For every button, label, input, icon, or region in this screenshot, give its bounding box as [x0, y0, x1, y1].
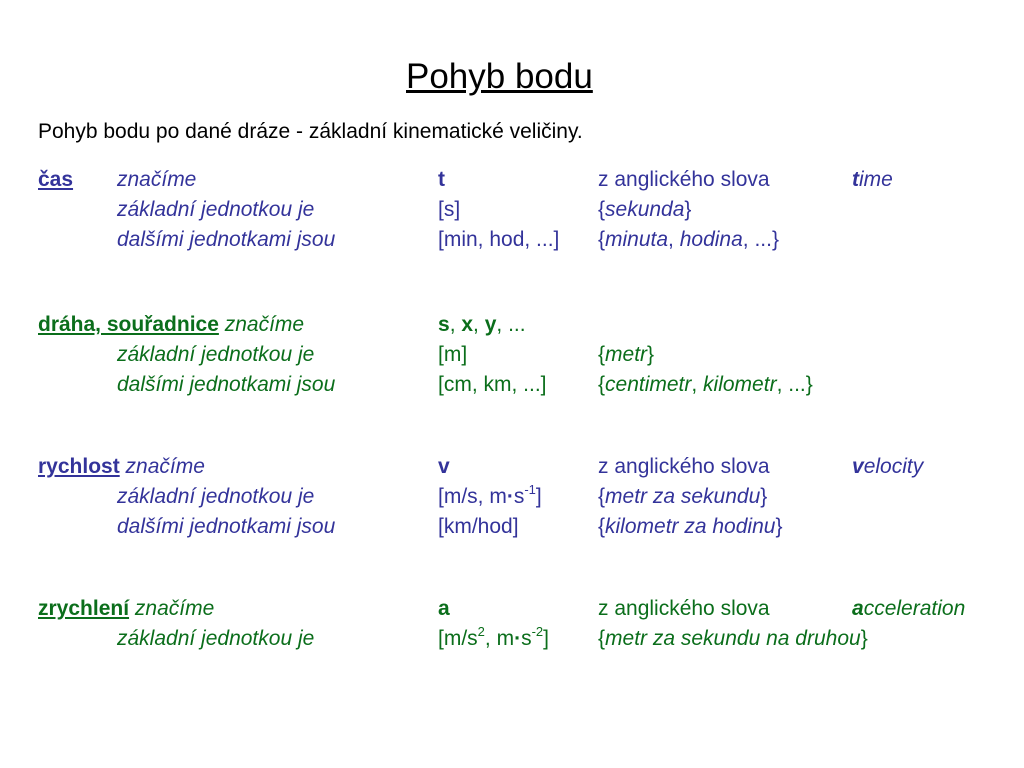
- draha-znacime-label: značíme: [224, 313, 305, 336]
- cas-english-label: z anglického slova: [598, 168, 770, 191]
- draha-other-units: [cm, km, ...]: [438, 373, 547, 396]
- draha-unit-label: základní jednotkou je: [117, 343, 315, 366]
- zrychleni-unit: [$m/s^2$, $m\cdot s^{-2}$]: [438, 624, 549, 650]
- cas-other-units: [min, hod, ...]: [438, 228, 560, 251]
- term-draha: dráha, souřadnice: [38, 313, 219, 336]
- draha-unit: [m]: [438, 343, 468, 366]
- cas-other-label: dalšími jednotkami jsou: [117, 228, 336, 251]
- rychlost-other-units: [km/hod]: [438, 515, 519, 538]
- cas-unit-name: {sekunda}: [598, 198, 692, 221]
- draha-unit-name: {metr}: [598, 343, 655, 366]
- rychlost-unit-label: základní jednotkou je: [117, 485, 315, 508]
- rychlost-english-word: velocity: [852, 455, 924, 478]
- rychlost-symbol: v: [438, 455, 450, 478]
- rychlost-unit-name: {metr za sekundu}: [598, 485, 768, 508]
- rychlost-znacime-label: značíme: [125, 455, 205, 478]
- cas-unit-label: základní jednotkou je: [117, 198, 315, 221]
- page-subtitle: Pohyb bodu po dané dráze - základní kinematické veličiny.: [38, 120, 583, 143]
- term-rychlost: rychlost: [38, 455, 120, 478]
- rychlost-heading-line: [38, 454, 205, 480]
- rychlost-unit: [m/s, $m\cdot s^{-1}$]: [438, 482, 542, 508]
- page-title: Pohyb bodu: [406, 57, 593, 96]
- zrychleni-english-word: acceleration: [852, 597, 966, 620]
- cas-symbol: t: [438, 168, 445, 191]
- rychlost-other-name: {kilometr za hodinu}: [598, 515, 783, 538]
- cas-other-names: {minuta, hodina, ...}: [598, 228, 779, 251]
- rychlost-english-label: z anglického slova: [598, 455, 770, 478]
- zrychleni-unit-name: {metr za sekundu na druhou}: [598, 627, 868, 650]
- term-cas: čas: [38, 168, 74, 191]
- draha-other-label: dalšími jednotkami jsou: [117, 373, 336, 396]
- draha-symbols: s, x, y, ...: [438, 313, 526, 336]
- rychlost-other-label: dalšími jednotkami jsou: [117, 515, 336, 538]
- term-zrychleni: zrychlení: [38, 597, 130, 620]
- zrychleni-znacime-label: značíme: [134, 597, 215, 620]
- cas-unit: [s]: [438, 198, 461, 221]
- zrychleni-unit-label: základní jednotkou je: [117, 627, 315, 650]
- cas-znacime-label: značíme: [117, 168, 197, 191]
- cas-english-word: time: [852, 168, 893, 191]
- zrychleni-english-label: z anglického slova: [598, 597, 770, 620]
- zrychleni-heading-line: [38, 596, 214, 622]
- draha-heading-line: [38, 312, 304, 338]
- zrychleni-symbol: a: [438, 597, 450, 620]
- draha-other-names: {centimetr, kilometr, ...}: [598, 373, 813, 396]
